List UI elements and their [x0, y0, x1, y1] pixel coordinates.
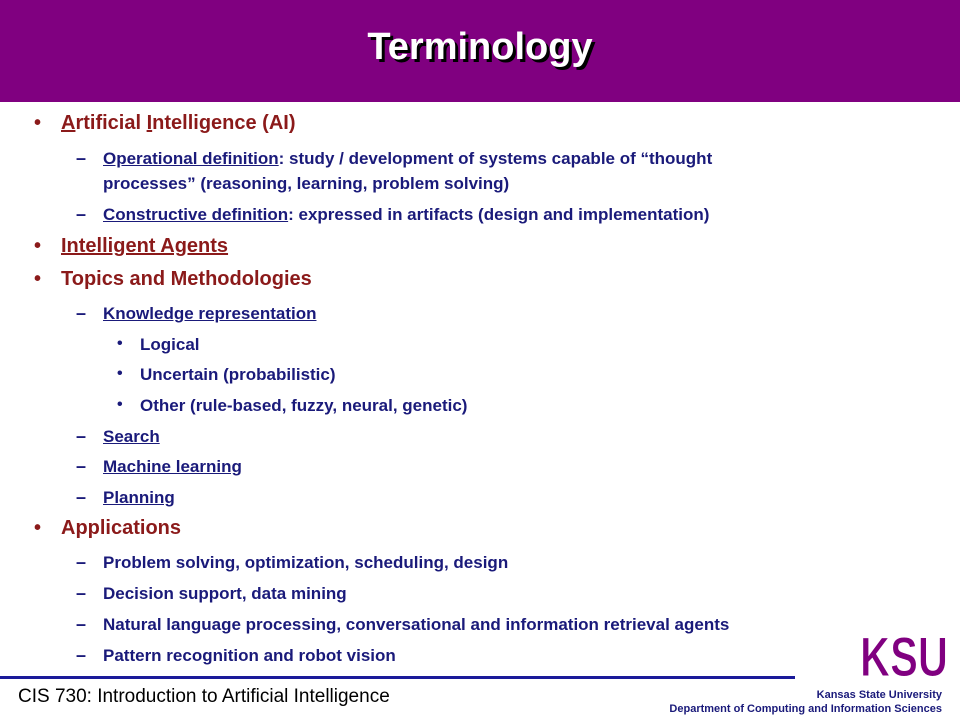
dash: –: [76, 204, 87, 224]
item-artificial-intelligence: [61, 112, 296, 135]
item-applications: Applications: [61, 517, 182, 539]
item-uncertain: Uncertain (probabilistic): [140, 365, 336, 384]
dash: –: [76, 148, 87, 168]
planning-link[interactable]: Planning: [103, 488, 175, 507]
operational-definition-text: : study / development of systems capable of “thought: [278, 149, 713, 168]
constructive-definition-link[interactable]: Constructive definition: [103, 205, 289, 224]
dash: –: [76, 583, 87, 603]
ai-initial-a: A: [61, 112, 76, 134]
machine-learning-link[interactable]: Machine learning: [103, 457, 242, 476]
ai-initial-i: I: [146, 112, 153, 134]
ksu-logo-text: KSU: [860, 625, 948, 686]
operational-definition-continuation: processes” (reasoning, learning, problem solving): [103, 174, 510, 193]
bullet: •: [117, 396, 123, 413]
application-item: Natural language processing, conversational and information retrieval agents: [103, 615, 730, 634]
bullet: •: [34, 517, 42, 539]
bullet: •: [117, 335, 123, 352]
application-item: Problem solving, optimization, scheduling, design: [103, 553, 509, 572]
item-operational-definition: [103, 149, 712, 169]
knowledge-representation-link[interactable]: Knowledge representation: [103, 304, 317, 323]
search-link[interactable]: Search: [103, 427, 160, 446]
ai-text-rest: ntelligence (AI): [152, 112, 296, 134]
dash: –: [76, 456, 87, 476]
ksu-logo: [858, 614, 950, 686]
dash: –: [76, 614, 87, 634]
operational-definition-link[interactable]: Operational definition: [103, 149, 279, 168]
application-item: Pattern recognition and robot vision: [103, 646, 396, 665]
constructive-definition-text: : expressed in artifacts (design and implementation): [288, 205, 710, 224]
dash: –: [76, 552, 87, 572]
bullet: •: [117, 365, 123, 382]
slide-title: Terminology: [367, 26, 593, 68]
item-topics: Topics and Methodologies: [61, 268, 312, 290]
university-name: Kansas State University: [816, 689, 942, 701]
item-constructive-definition: [103, 205, 709, 225]
footer-rule: [0, 676, 795, 679]
dash: –: [76, 426, 87, 446]
application-item: Decision support, data mining: [103, 584, 347, 603]
bullet: •: [34, 112, 42, 134]
ai-text-part: rtificial: [75, 112, 147, 134]
intelligent-agents-link[interactable]: Intelligent Agents: [61, 235, 229, 257]
item-logical: Logical: [140, 335, 200, 354]
dash: –: [76, 645, 87, 665]
course-title: CIS 730: Introduction to Artificial Intelligence: [18, 686, 390, 707]
dash: –: [76, 487, 87, 507]
bullet: •: [34, 235, 42, 257]
bullet: •: [34, 268, 42, 290]
item-other: Other (rule-based, fuzzy, neural, genetic): [140, 396, 468, 415]
dash: –: [76, 303, 87, 323]
department-name: Department of Computing and Information Sciences: [669, 703, 942, 715]
